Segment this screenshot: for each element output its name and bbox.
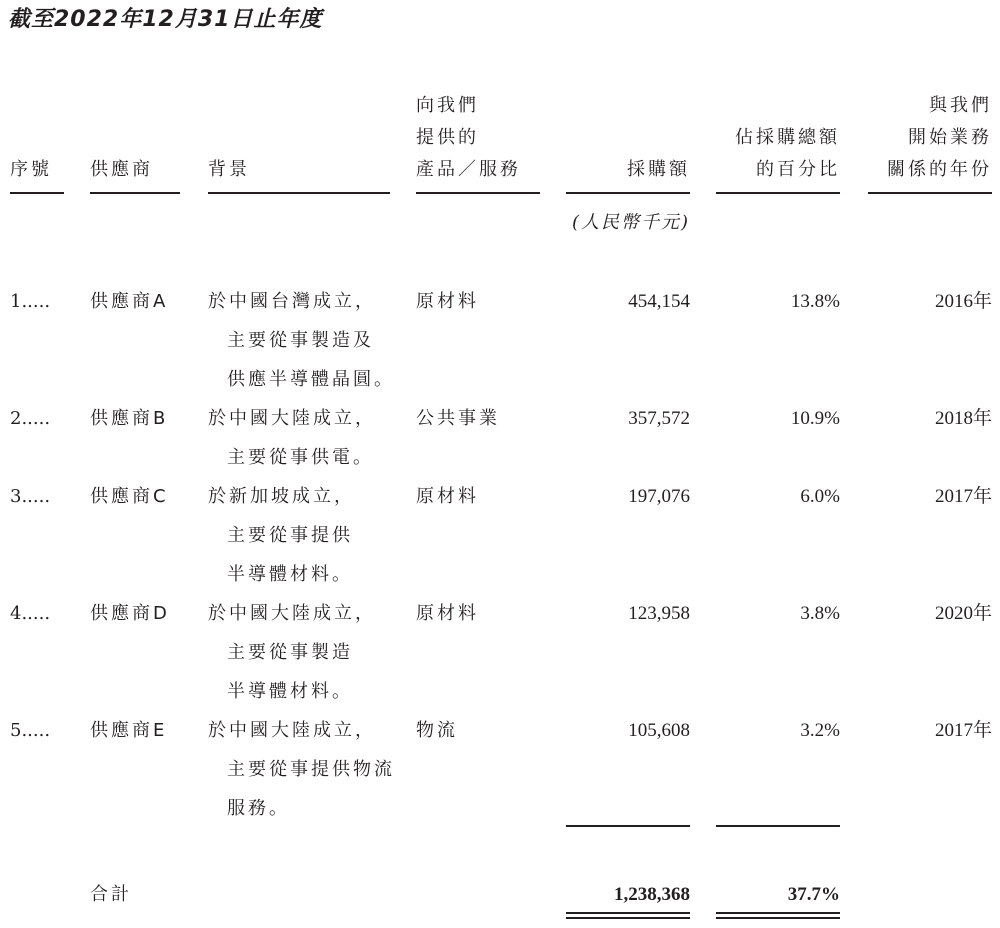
background-line: 服務。 xyxy=(227,798,290,819)
relationship-year: 2016年 xyxy=(934,291,992,312)
subtotal-rule-amount xyxy=(566,825,690,827)
header-divider-percent xyxy=(716,192,840,194)
relationship-year: 2020年 xyxy=(934,603,992,624)
background-line: 供應半導體晶圓。 xyxy=(227,369,395,390)
header-divider-purchase xyxy=(566,192,690,194)
header-background: 背景 xyxy=(208,159,250,180)
row-number: 4..... xyxy=(10,603,51,624)
relationship-year: 2017年 xyxy=(934,486,992,507)
product-type: 物流 xyxy=(416,720,458,741)
total-label: 合計 xyxy=(90,884,132,905)
header-divider-background xyxy=(208,192,390,194)
background-line: 主要從事製造 xyxy=(227,642,353,663)
row-number: 3..... xyxy=(10,486,51,507)
supplier-name: 供應商B xyxy=(90,408,169,429)
row-number: 1..... xyxy=(10,291,51,312)
background-line: 主要從事製造及 xyxy=(227,330,374,351)
header-divider-supplier xyxy=(90,192,180,194)
purchase-amount: 105,608 xyxy=(628,720,690,741)
supplier-background xyxy=(208,711,395,828)
header-purchase: 採購額 xyxy=(627,159,690,180)
purchase-percent: 10.9% xyxy=(790,408,840,429)
product-type: 原材料 xyxy=(416,486,479,507)
background-line: 於中國大陸成立， xyxy=(208,603,376,624)
purchase-amount: 357,572 xyxy=(628,408,690,429)
product-type: 原材料 xyxy=(416,603,479,624)
total-percent: 37.7% xyxy=(787,884,840,905)
background-line: 主要從事提供 xyxy=(227,525,353,546)
currency-unit: (人民幣千元) xyxy=(571,212,690,233)
row-number: 2..... xyxy=(10,408,51,429)
supplier-name: 供應商D xyxy=(90,603,170,624)
product-type: 公共事業 xyxy=(416,408,500,429)
supplier-name: 供應商C xyxy=(90,486,169,507)
product-type: 原材料 xyxy=(416,291,479,312)
total-double-rule-percent xyxy=(716,912,840,919)
header-supplier: 供應商 xyxy=(90,159,153,180)
relationship-year: 2018年 xyxy=(934,408,992,429)
background-line: 於中國大陸成立， xyxy=(208,408,376,429)
background-line: 主要從事供電。 xyxy=(227,447,374,468)
header-products: 向我們 提供的 產品／服務 xyxy=(416,95,521,180)
relationship-year: 2017年 xyxy=(934,720,992,741)
purchase-amount: 454,154 xyxy=(628,291,690,312)
header-since: 與我們 開始業務 關係的年份 xyxy=(887,95,992,180)
supplier-background xyxy=(208,594,376,711)
supplier-background xyxy=(208,477,355,594)
supplier-background xyxy=(208,282,395,399)
total-amount: 1,238,368 xyxy=(614,884,690,905)
supplier-background xyxy=(208,399,376,477)
supplier-name: 供應商A xyxy=(90,291,169,312)
header-divider-no xyxy=(10,192,64,194)
background-line: 半導體材料。 xyxy=(227,681,353,702)
background-line: 於中國台灣成立， xyxy=(208,291,376,312)
total-double-rule-amount xyxy=(566,912,690,919)
background-line: 於中國大陸成立， xyxy=(208,720,376,741)
purchase-percent: 3.2% xyxy=(800,720,840,741)
row-number: 5..... xyxy=(10,720,51,741)
background-line: 主要從事提供物流 xyxy=(227,759,395,780)
header-divider-products xyxy=(416,192,540,194)
purchase-amount: 123,958 xyxy=(628,603,690,624)
purchase-percent: 13.8% xyxy=(790,291,840,312)
background-line: 於新加坡成立， xyxy=(208,486,355,507)
table-title: 截至2022年12月31日止年度 xyxy=(8,7,323,32)
header-no: 序號 xyxy=(10,159,52,180)
supplier-name: 供應商E xyxy=(90,720,168,741)
purchase-amount: 197,076 xyxy=(628,486,690,507)
purchase-percent: 3.8% xyxy=(800,603,840,624)
subtotal-rule-percent xyxy=(716,825,840,827)
background-line: 半導體材料。 xyxy=(227,564,353,585)
header-percent: 佔採購總額 的百分比 xyxy=(735,127,840,180)
header-divider-since xyxy=(868,192,992,194)
purchase-percent: 6.0% xyxy=(800,486,840,507)
